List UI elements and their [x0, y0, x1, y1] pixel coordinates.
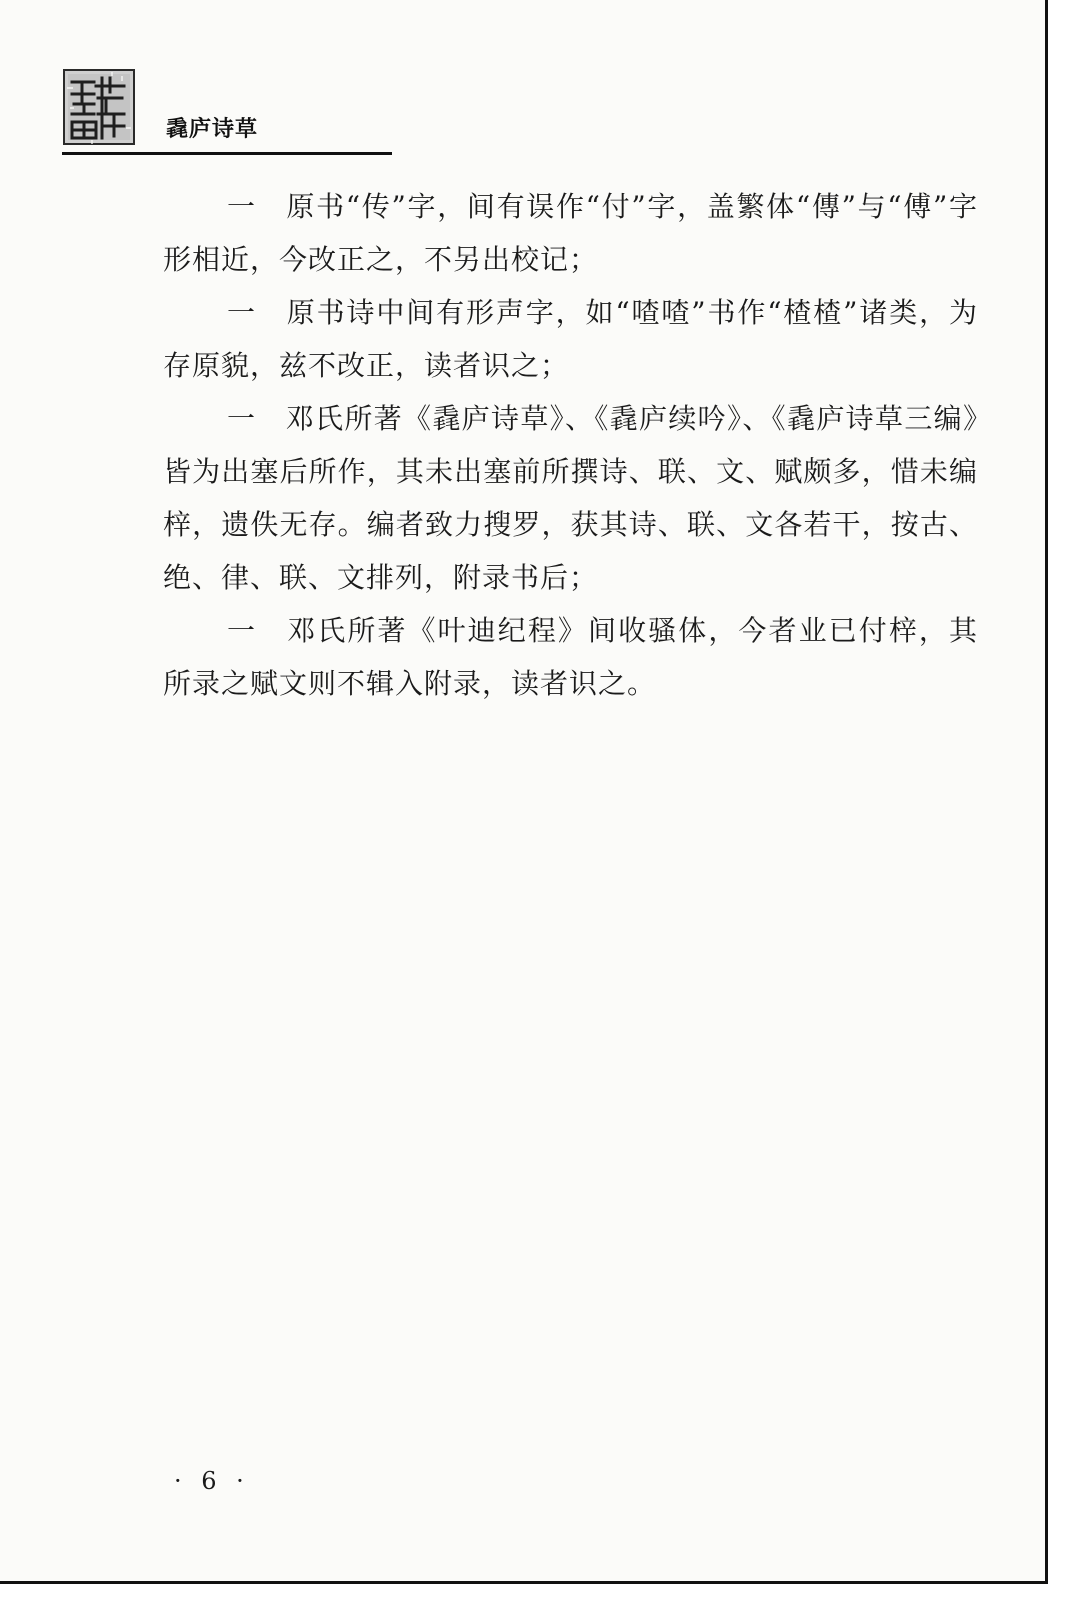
- paragraph-1: 一 原书“传”字，间有误作“付”字，盖繁体“傳”与“傅”字形相近，今改正之，不另出校记；: [163, 190, 978, 276]
- paragraph-4: 一 邓氏所著《叶迪纪程》间收骚体，今者业已付梓，其所录之赋文则不辑入附录，读者识之。: [163, 614, 978, 700]
- header-rule: [62, 152, 392, 155]
- seal-stamp-icon: [62, 68, 136, 146]
- page-number: · 6 ·: [174, 1467, 250, 1495]
- page-header: [62, 68, 392, 160]
- body-text: [163, 180, 978, 710]
- running-title: 毳庐诗草: [166, 117, 259, 142]
- paragraph-2: 一 原书诗中间有形声字，如“喳喳”书作“楂楂”诸类，为存原貌，兹不改正，读者识之；: [163, 296, 978, 382]
- paragraph-3: 一 邓氏所著《毳庐诗草》、《毳庐续吟》、《毳庐诗草三编》皆为出塞后所作，其未出塞前所撰诗、联、文、赋颇多，惜未编梓，遗佚无存。编者致力搜罗，获其诗、联、文各若干，按古、绝、律、联、文排列，附录书后；: [163, 402, 978, 594]
